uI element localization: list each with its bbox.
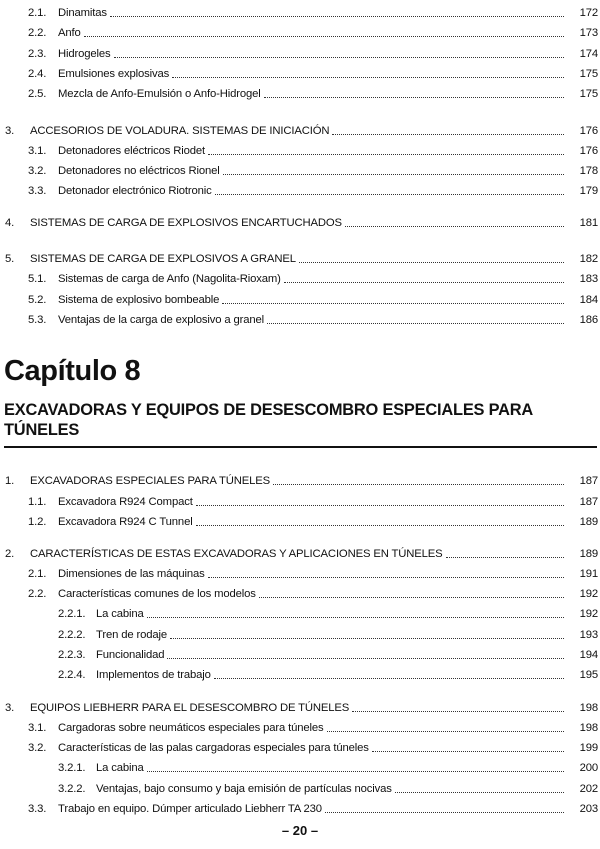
toc-entry-number: 2.2.: [28, 588, 47, 600]
toc-entry-number: 3.: [5, 702, 15, 714]
toc-entry-number: 3.3.: [28, 803, 47, 815]
toc-entry[interactable]: [0, 757, 600, 775]
toc-entry-page: 192: [579, 588, 598, 600]
toc-entry-page: 173: [579, 27, 598, 39]
toc-entry[interactable]: [0, 697, 600, 715]
toc-entry-number: 2.2.2.: [58, 629, 86, 641]
toc-entry-title: La cabina: [96, 608, 144, 620]
toc-entry-title: Detonadores no eléctricos Rionel: [58, 165, 220, 177]
toc-entry-page: 198: [579, 702, 598, 714]
toc-entry-number: 2.: [5, 548, 15, 560]
dot-leader: [208, 153, 564, 155]
toc-entry[interactable]: [0, 140, 600, 158]
page-number-footer: – 20 –: [281, 823, 319, 838]
dot-leader: [196, 524, 564, 526]
toc-entry[interactable]: [0, 160, 600, 178]
toc-entry-title: Detonadores eléctricos Riodet: [58, 145, 205, 157]
toc-entry-page: 191: [579, 568, 598, 580]
dot-leader: [223, 173, 564, 175]
toc-entry-title: ACCESORIOS DE VOLADURA. SISTEMAS DE INICIACIÓN: [30, 125, 330, 137]
dot-leader: [147, 616, 564, 618]
dot-leader: [345, 225, 564, 227]
toc-entry-number: 3.1.: [28, 145, 47, 157]
dot-leader: [208, 576, 564, 578]
dot-leader: [110, 15, 564, 17]
dot-leader: [214, 677, 564, 679]
toc-entry-title: Características comunes de los modelos: [58, 588, 256, 600]
dot-leader: [259, 596, 564, 598]
toc-entry[interactable]: [0, 491, 600, 509]
toc-entry-title: Implementos de trabajo: [96, 669, 211, 681]
toc-entry-number: 5.1.: [28, 273, 47, 285]
toc-entry[interactable]: [0, 603, 600, 621]
dot-leader: [446, 556, 564, 558]
toc-entry[interactable]: [0, 289, 600, 307]
toc-entry-number: 2.2.4.: [58, 669, 86, 681]
toc-entry-page: 174: [579, 48, 598, 60]
toc-entry-title: Cargadoras sobre neumáticos especiales para túneles: [58, 722, 324, 734]
toc-entry-page: 202: [579, 783, 598, 795]
toc-entry-page: 179: [579, 185, 598, 197]
dot-leader: [267, 322, 564, 324]
dot-leader: [264, 96, 564, 98]
toc-entry-title: Detonador electrónico Riotronic: [58, 185, 212, 197]
toc-entry-page: 182: [579, 253, 598, 265]
toc-entry-number: 2.2.: [28, 27, 47, 39]
toc-entry-title: Excavadora R924 C Tunnel: [58, 516, 193, 528]
toc-entry-title: Ventajas, bajo consumo y baja emisión de partículas nocivas: [96, 783, 392, 795]
toc-entry[interactable]: [0, 644, 600, 662]
toc-entry-page: 187: [579, 496, 598, 508]
toc-entry-title: Anfo: [58, 27, 81, 39]
toc-entry[interactable]: [0, 778, 600, 796]
toc-entry-number: 3.1.: [28, 722, 47, 734]
toc-entry[interactable]: [0, 268, 600, 286]
dot-leader: [114, 56, 564, 58]
toc-entry[interactable]: [0, 511, 600, 529]
toc-entry-number: 3.: [5, 125, 15, 137]
toc-entry[interactable]: [0, 624, 600, 642]
toc-entry-number: 2.2.1.: [58, 608, 86, 620]
dot-leader: [395, 791, 564, 793]
dot-leader: [332, 133, 564, 135]
toc-entry-title: EQUIPOS LIEBHERR PARA EL DESESCOMBRO DE TÚNELES: [30, 702, 350, 714]
dot-leader: [196, 504, 564, 506]
toc-entry-number: 3.2.: [28, 165, 47, 177]
dot-leader: [167, 657, 564, 659]
toc-entry-number: 2.4.: [28, 68, 47, 80]
toc-entry-page: 192: [579, 608, 598, 620]
toc-entry[interactable]: [0, 798, 600, 816]
toc-entry-title: Funcionalidad: [96, 649, 165, 661]
toc-entry-title: SISTEMAS DE CARGA DE EXPLOSIVOS ENCARTUCHADOS: [30, 217, 342, 229]
toc-entry-number: 1.1.: [28, 496, 47, 508]
toc-entry-number: 2.5.: [28, 88, 47, 100]
toc-entry-page: 176: [579, 145, 598, 157]
toc-entry-number: 3.2.1.: [58, 762, 86, 774]
toc-entry-number: 1.2.: [28, 516, 47, 528]
toc-entry[interactable]: [0, 22, 600, 40]
toc-entry-page: 198: [579, 722, 598, 734]
toc-entry-page: 199: [579, 742, 598, 754]
toc-entry-page: 189: [579, 516, 598, 528]
dot-leader: [325, 811, 564, 813]
chapter-heading: Capítulo 8: [4, 355, 141, 387]
dot-leader: [222, 302, 564, 304]
toc-entry-title: Emulsiones explosivas: [58, 68, 170, 80]
toc-entry-number: 2.3.: [28, 48, 47, 60]
dot-leader: [273, 483, 564, 485]
dot-leader: [372, 750, 564, 752]
chapter-subtitle: EXCAVADORAS Y EQUIPOS DE DESESCOMBRO ESPECIALES PARA TÚNELES: [4, 401, 533, 439]
toc-entry-page: 172: [579, 7, 598, 19]
toc-entry[interactable]: [0, 583, 600, 601]
toc-entry-title: Tren de rodaje: [96, 629, 167, 641]
toc-entry-title: Mezcla de Anfo-Emulsión o Anfo-Hidrogel: [58, 88, 261, 100]
toc-entry-number: 4.: [5, 217, 15, 229]
toc-entry[interactable]: [0, 212, 600, 230]
dot-leader: [299, 261, 564, 263]
chapter-divider: [4, 446, 597, 448]
toc-entry[interactable]: [0, 717, 600, 735]
toc-entry[interactable]: [0, 63, 600, 81]
toc-entry[interactable]: [0, 664, 600, 682]
toc-entry-page: 181: [579, 217, 598, 229]
toc-entry-page: 178: [579, 165, 598, 177]
toc-entry[interactable]: [0, 470, 600, 488]
toc-entry-title: Sistema de explosivo bombeable: [58, 294, 220, 306]
toc-entry[interactable]: [0, 2, 600, 20]
toc-entry-page: 175: [579, 88, 598, 100]
toc-entry[interactable]: [0, 43, 600, 61]
dot-leader: [172, 76, 564, 78]
toc-entry-title: La cabina: [96, 762, 144, 774]
toc-entry-title: Excavadora R924 Compact: [58, 496, 193, 508]
toc-entry[interactable]: [0, 180, 600, 198]
toc-entry-page: 183: [579, 273, 598, 285]
toc-entry-page: 184: [579, 294, 598, 306]
toc-entry-number: 5.2.: [28, 294, 47, 306]
toc-entry-page: 186: [579, 314, 598, 326]
dot-leader: [215, 193, 564, 195]
toc-entry-title: EXCAVADORAS ESPECIALES PARA TÚNELES: [30, 475, 271, 487]
toc-entry-page: 193: [579, 629, 598, 641]
toc-entry[interactable]: [0, 543, 600, 561]
toc-entry-number: 5.: [5, 253, 15, 265]
toc-entry-title: Hidrogeles: [58, 48, 111, 60]
toc-entry-page: 175: [579, 68, 598, 80]
toc-entry-number: 3.3.: [28, 185, 47, 197]
toc-entry-page: 200: [579, 762, 598, 774]
toc-entry[interactable]: [0, 248, 600, 266]
toc-entry-title: SISTEMAS DE CARGA DE EXPLOSIVOS A GRANEL: [30, 253, 296, 265]
toc-entry-page: 176: [579, 125, 598, 137]
toc-entry-page: 189: [579, 548, 598, 560]
toc-entry-number: 1.: [5, 475, 15, 487]
toc-entry-number: 5.3.: [28, 314, 47, 326]
toc-entry-page: 187: [579, 475, 598, 487]
dot-leader: [84, 35, 564, 37]
toc-entry-page: 195: [579, 669, 598, 681]
dot-leader: [170, 637, 564, 639]
toc-entry[interactable]: [0, 309, 600, 327]
toc-entry-title: Sistemas de carga de Anfo (Nagolita-Rioxam): [58, 273, 281, 285]
toc-entry[interactable]: [0, 120, 600, 138]
toc-entry-page: 194: [579, 649, 598, 661]
toc-entry-number: 3.2.2.: [58, 783, 86, 795]
toc-entry-number: 3.2.: [28, 742, 47, 754]
toc-entry-title: CARACTERÍSTICAS DE ESTAS EXCAVADORAS Y APLICACIONES EN TÚNELES: [30, 548, 443, 560]
toc-entry-number: 2.2.3.: [58, 649, 86, 661]
dot-leader: [147, 770, 564, 772]
dot-leader: [352, 710, 564, 712]
dot-leader: [284, 281, 564, 283]
toc-entry-title: Ventajas de la carga de explosivo a granel: [58, 314, 264, 326]
toc-entry-number: 2.1.: [28, 568, 47, 580]
toc-entry[interactable]: [0, 83, 600, 101]
toc-entry-title: Características de las palas cargadoras especiales para túneles: [58, 742, 369, 754]
toc-entry-number: 2.1.: [28, 7, 47, 19]
toc-entry-title: Trabajo en equipo. Dúmper articulado Liebherr TA 230: [58, 803, 322, 815]
toc-entry-title: Dinamitas: [58, 7, 107, 19]
toc-entry[interactable]: [0, 737, 600, 755]
dot-leader: [327, 730, 564, 732]
toc-entry[interactable]: [0, 563, 600, 581]
toc-entry-page: 203: [579, 803, 598, 815]
toc-entry-title: Dimensiones de las máquinas: [58, 568, 205, 580]
